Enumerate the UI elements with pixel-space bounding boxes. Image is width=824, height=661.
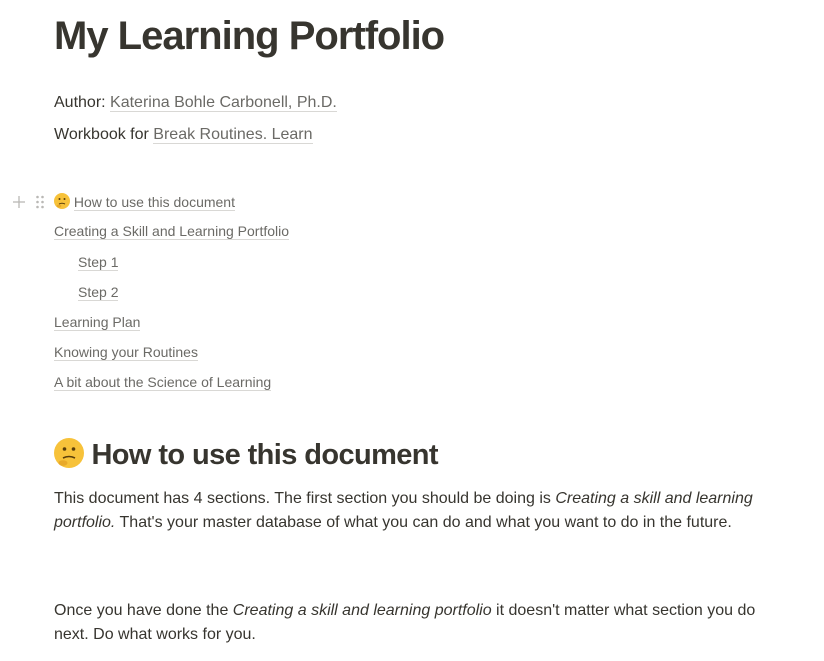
- p1-italic: Creating a skill and learning portfolio.: [54, 490, 753, 531]
- toc-item-learning-plan[interactable]: [54, 314, 140, 330]
- workbook-label: Workbook for: [54, 126, 154, 143]
- toc-item-creating-portfolio[interactable]: [54, 223, 289, 239]
- toc-item-how-to-use[interactable]: [54, 193, 235, 210]
- section-heading: [54, 438, 438, 472]
- section-heading-text: How to use this document: [91, 439, 438, 471]
- toc-item-science-of-learning[interactable]: [54, 374, 271, 390]
- paragraph-1: [54, 487, 774, 535]
- drag-handle-icon[interactable]: [35, 195, 45, 209]
- toc-link[interactable]: Knowing your Routines: [54, 344, 198, 360]
- author-label: Author:: [54, 94, 111, 111]
- toc-item-knowing-routines[interactable]: [54, 344, 198, 360]
- plus-icon[interactable]: [12, 195, 26, 209]
- toc-link[interactable]: Step 2: [78, 284, 119, 300]
- toc-link[interactable]: Creating a Skill and Learning Portfolio: [54, 223, 290, 239]
- thinking-face-icon: [54, 438, 84, 468]
- toc-link[interactable]: A bit about the Science of Learning: [54, 374, 272, 390]
- toc-item-step-2[interactable]: [78, 284, 118, 300]
- p1-text: This document has 4 sections. The first section you should be doing is: [54, 490, 556, 507]
- p2-italic: Creating a skill and learning portfolio: [232, 602, 492, 619]
- p2-text-end: it doesn't matter what section you do next. Do what works for you.: [54, 602, 756, 643]
- author-line: [54, 94, 337, 112]
- page-title: My Learning Portfolio: [54, 14, 445, 58]
- p2-text: Once you have done the: [54, 602, 233, 619]
- author-link[interactable]: Katerina Bohle Carbonell, Ph.D.: [110, 94, 337, 111]
- toc-link[interactable]: How to use this document: [73, 194, 235, 210]
- workbook-link[interactable]: Break Routines. Learn: [153, 126, 313, 143]
- toc-link[interactable]: Learning Plan: [54, 314, 141, 330]
- thinking-face-icon: [54, 193, 70, 209]
- paragraph-2: [54, 599, 774, 647]
- toc-link[interactable]: Step 1: [78, 254, 119, 270]
- toc-item-step-1[interactable]: [78, 254, 118, 270]
- p1-text-end: That's your master database of what you can do and what you want to do in the future.: [115, 514, 732, 531]
- workbook-line: [54, 126, 313, 144]
